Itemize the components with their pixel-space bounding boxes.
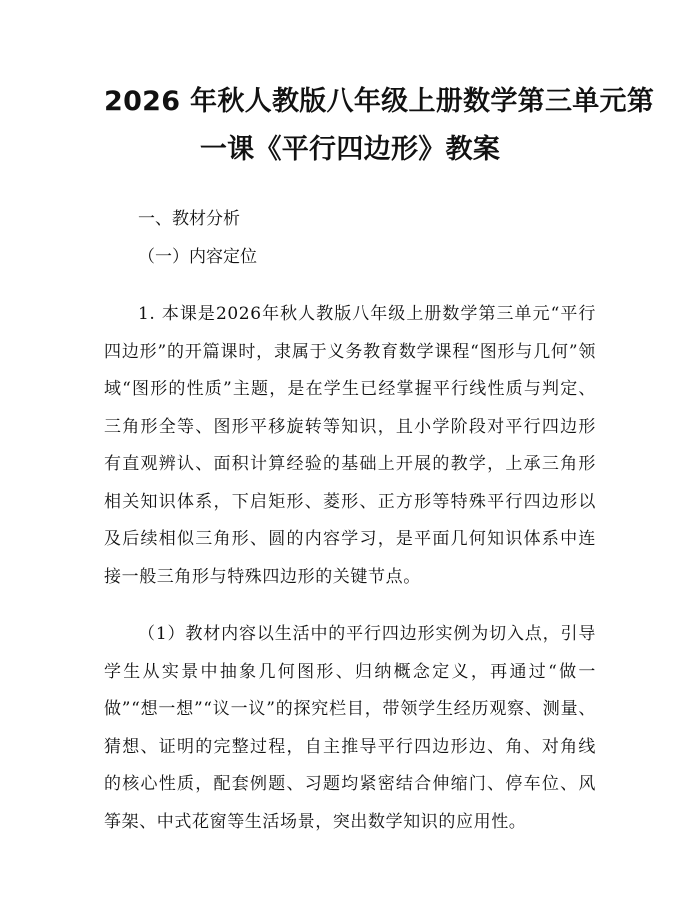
body-paragraph-1: 1. 本课是2026年秋人教版八年级上册数学第三单元“平行四边形”的开篇课时，隶属于义务教育数学课程“图形与几何”领域“图形的性质”主题，是在学生已经掌握平行线性质与判定、三角形全等、图形平移旋转等知识，且小学阶段对平行四边形有直观辨认、面积计算经验的基础上开展的教学，上承三角形相关知识体系，下启矩形、菱形、正方形等特殊平行四边形以及后续相似三角形、圆的内容学习，是平面几何知识体系中连接一般三角形与特殊四边形的关键节点。 bbox=[104, 304, 596, 587]
document-title bbox=[104, 78, 655, 174]
document-title-line-1: 2026 年秋人教版八年级上册数学第三单元第 bbox=[104, 86, 655, 117]
document-title-line-2: 一课《平行四边形》教案 bbox=[199, 134, 501, 165]
body-paragraph-2: （1）教材内容以生活中的平行四边形实例为切入点，引导学生从实景中抽象几何图形、归纳概念定义，再通过“做一做”“想一想”“议一议”的探究栏目，带领学生经历观察、测量、猜想、证明的完整过程，自主推导平行四边形边、角、对角线的核心性质，配套例题、习题均紧密结合伸缩门、停车位、风筝架、中式花窗等生活场景，突出数学知识的应用性。 bbox=[104, 624, 596, 832]
subsection-heading-content-positioning: （一）内容定位 bbox=[138, 247, 257, 267]
section-heading-textbook-analysis: 一、教材分析 bbox=[138, 209, 240, 229]
